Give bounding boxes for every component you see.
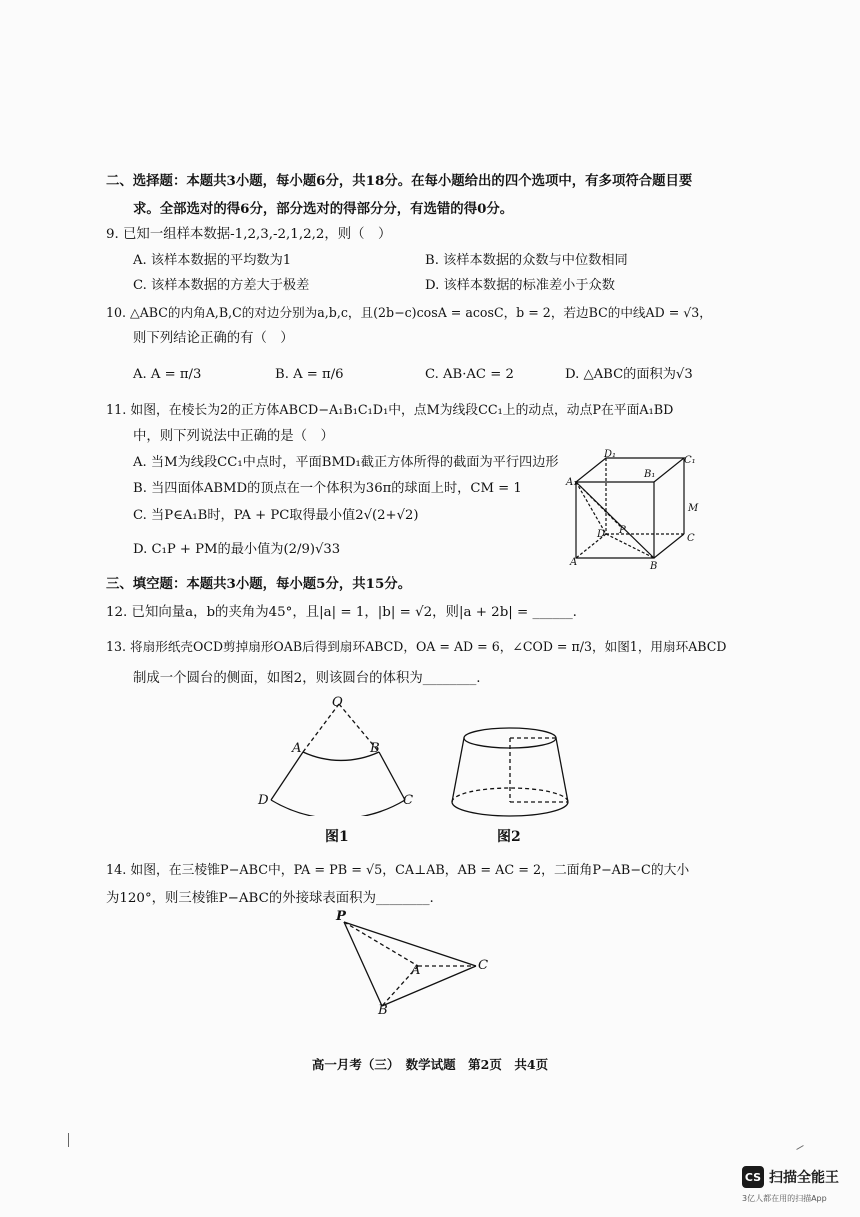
cube-label-a: A bbox=[570, 557, 578, 568]
cube-label-a1: A₁ bbox=[566, 477, 578, 488]
fig1-label-d: D bbox=[258, 793, 269, 808]
q12-stem: 12. 已知向量a，b的夹角为45°，且|a| = 1，|b| = √2，则|a + 2b| = ______. bbox=[106, 605, 577, 620]
scanner-logo-icon: CS bbox=[742, 1166, 764, 1188]
q13-stem-line2: 制成一个圆台的侧面，如图2，则该圆台的体积为________. bbox=[133, 671, 481, 686]
cube-diag-db bbox=[606, 534, 654, 558]
q13-stem-line1: 13. 将扇形纸壳OCD剪掉扇形OAB后得到扇环ABCD，OA = AD = 6，∠COD = π/3，如图1，用扇环ABCD bbox=[106, 639, 727, 654]
edge-pc bbox=[344, 922, 476, 966]
q11-option-a: A. 当M为线段CC₁中点时，平面BMD₁截正方体所得的截面为平行四边形 bbox=[133, 455, 559, 470]
q11-option-d: D. C₁P + PM的最小值为(2/9)√33 bbox=[133, 542, 341, 557]
cube-label-d1: D₁ bbox=[604, 449, 617, 460]
q11-stem-line2: 中，则下列说法中正确的是（ ） bbox=[133, 429, 334, 444]
section2-heading-line1: 二、选择题：本题共3小题，每小题6分，共18分。在每小题给出的四个选项中，有多项符合题目要 bbox=[106, 173, 693, 189]
q10-option-d: D. △ABC的面积为√3 bbox=[565, 367, 693, 382]
cube-top-face bbox=[576, 458, 684, 482]
cube-label-c1: C₁ bbox=[684, 455, 696, 466]
cube-figure bbox=[566, 446, 702, 572]
scanner-watermark bbox=[742, 1166, 839, 1188]
right-slant bbox=[556, 738, 568, 802]
frustum-figure bbox=[446, 722, 574, 826]
edge-bc bbox=[382, 966, 476, 1006]
bottom-front-arc bbox=[452, 802, 568, 816]
q9-option-a: A. 该样本数据的平均数为1 bbox=[133, 253, 292, 268]
q9-option-b: B. 该样本数据的众数与中位数相同 bbox=[425, 253, 628, 268]
q10-stem-line2: 则下列结论正确的有（ ） bbox=[133, 331, 294, 346]
scanner-tagline: 3亿人都在用的扫描App bbox=[742, 1194, 827, 1203]
inner-arc-ab bbox=[303, 752, 379, 760]
q10-option-c: C. AB·AC = 2 bbox=[425, 367, 514, 382]
q10-option-a: A. A = π/3 bbox=[133, 367, 202, 382]
left-slant bbox=[452, 738, 464, 802]
fig1-label-a: A bbox=[292, 741, 302, 756]
tetra-label-b: B bbox=[378, 1003, 388, 1018]
tetra-label-p: P bbox=[336, 909, 346, 924]
cube-label-c: C bbox=[687, 533, 695, 544]
fig1-label-b: B bbox=[370, 741, 380, 756]
edge-pb bbox=[344, 922, 382, 1006]
scan-mark bbox=[68, 1133, 69, 1147]
section3-heading: 三、填空题：本题共3小题，每小题5分，共15分。 bbox=[106, 576, 412, 592]
edge-bc bbox=[379, 752, 405, 800]
q10-stem-line1: 10. △ABC的内角A,B,C的对边分别为a,b,c，且(2b−c)cosA = acosC，b = 2，若边BC的中线AD = √3， bbox=[106, 305, 712, 320]
fig1-label-o: O bbox=[332, 695, 343, 710]
page-footer: 高一月考（三） 数学试题 第2页 共4页 bbox=[311, 1057, 549, 1072]
q11-option-c: C. 当P∈A₁B时，PA + PC取得最小值2√(2+√2) bbox=[133, 508, 419, 523]
cube-label-p: P bbox=[619, 525, 626, 536]
q10-option-b: B. A = π/6 bbox=[275, 367, 344, 382]
edge-pa bbox=[344, 922, 418, 966]
q9-option-d: D. 该样本数据的标准差小于众数 bbox=[425, 278, 615, 293]
fig1-label-c: C bbox=[403, 793, 414, 808]
q11-option-b: B. 当四面体ABMD的顶点在一个体积为36π的球面上时，CM = 1 bbox=[133, 481, 522, 496]
q9-stem: 9. 已知一组样本数据-1,2,3,-2,1,2,2，则（ ） bbox=[106, 227, 392, 242]
outer-arc-dc bbox=[271, 800, 405, 816]
q9-option-c: C. 该样本数据的方差大于极差 bbox=[133, 278, 310, 293]
fig2-caption: 图2 bbox=[497, 829, 521, 845]
tetra-label-a: A bbox=[411, 963, 421, 978]
section2-heading-line2: 求。全部选对的得6分，部分选对的得部分分，有选错的得0分。 bbox=[133, 201, 514, 217]
cube-label-b1: B₁ bbox=[644, 469, 656, 480]
cube-diag-a1b bbox=[576, 482, 654, 558]
cube-label-m: M bbox=[688, 503, 699, 514]
cube-bottom-right-edge bbox=[654, 534, 684, 558]
fig1-caption: 图1 bbox=[325, 829, 349, 845]
edge-ad bbox=[271, 752, 303, 800]
scan-mark bbox=[796, 1145, 803, 1150]
tetra-label-c: C bbox=[478, 958, 489, 973]
q14-stem-line1: 14. 如图，在三棱锥P−ABC中，PA = PB = √5，CA⊥AB，AB = AC = 2，二面角P−AB−C的大小 bbox=[106, 863, 690, 878]
q11-stem-line1: 11. 如图，在棱长为2的正方体ABCD−A₁B₁C₁D₁中，点M为线段CC₁上的动点，动点P在平面A₁BD bbox=[106, 403, 674, 418]
cube-label-b: B bbox=[650, 561, 658, 572]
scanner-app-name: 扫描全能王 bbox=[769, 1170, 839, 1186]
q14-stem-line2: 为120°，则三棱锥P−ABC的外接球表面积为________. bbox=[106, 891, 434, 906]
cube-label-d: D bbox=[597, 529, 606, 540]
